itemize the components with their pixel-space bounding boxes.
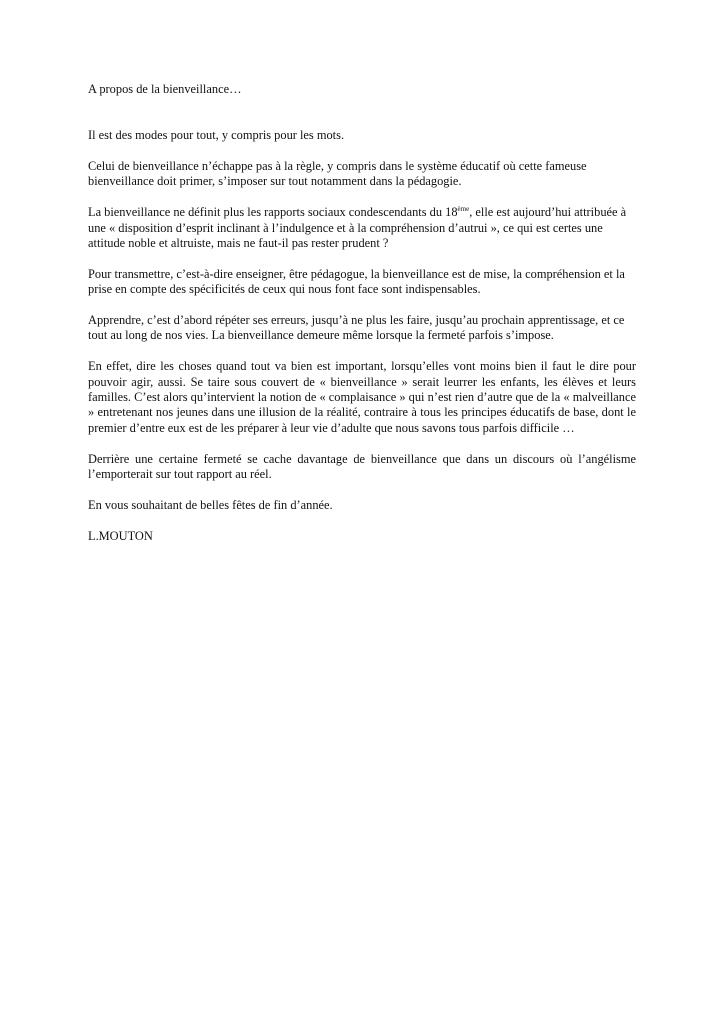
paragraph-complaisance: En effet, dire les choses quand tout va bien est important, lorsqu’elles vont moins bien il faut le dire pour pouvoir agir, aussi. Se taire sous couvert de « bienveillance » serait leurrer les enfants, les élèves et leurs familles. C’est alors qu’intervient la notion de « complaisance » qui n’est rien d’autre que de la « malveillance » entretenant nos jeunes dans une illusion de la réalité, contraire à tous les principes éducatifs de base, dont le premier d’entre eux est de les préparer à leur vie d’adulte que nous savons tous parfois difficile …: [88, 359, 636, 435]
paragraph-transmission: Pour transmettre, c’est-à-dire enseigner, être pédagogue, la bienveillance est de mise, la compréhension et la prise en compte des spécificités de ceux qui nous font face sont indispensables.: [88, 266, 625, 297]
document-page: [88, 82, 636, 544]
signature: L.MOUTON: [88, 528, 153, 543]
ordinal-superscript: ème: [457, 205, 470, 214]
paragraph-learning: Apprendre, c’est d’abord répéter ses erreurs, jusqu’à ne plus les faire, jusqu’au prochain apprentissage, et ce tout au long de nos vies. La bienveillance demeure même lorsque la fermeté parfois s’impose.: [88, 313, 625, 343]
paragraph-education-system: Celui de bienveillance n’échappe pas à la règle, y compris dans le système éducatif où cette fameuse bienveillance doit primer, s’imposer sur tout notamment dans la pédagogie.: [88, 159, 587, 189]
paragraph-intro: Il est des modes pour tout, y compris pour les mots.: [88, 128, 345, 143]
paragraph-firmness: Derrière une certaine fermeté se cache davantage de bienveillance que dans un discours où l’angélisme l’emporterait sur tout rapport au réel.: [88, 451, 636, 482]
paragraph-greetings: En vous souhaitant de belles fêtes de fin d’année.: [88, 497, 333, 512]
paragraph-definition-end: , elle est aujourd’hui attribuée à une « disposition d’esprit inclinant à l’indulgence et à la compréhension d’autrui », ce qui est certes une attitude noble et altruiste, mais ne faut-il pas rester prudent ?: [88, 205, 627, 251]
document-title: A propos de la bienveillance…: [88, 82, 242, 96]
paragraph-definition-start: La bienveillance ne définit plus les rapports sociaux condescendants du 18: [88, 205, 458, 220]
paragraph-definition: [88, 205, 636, 251]
